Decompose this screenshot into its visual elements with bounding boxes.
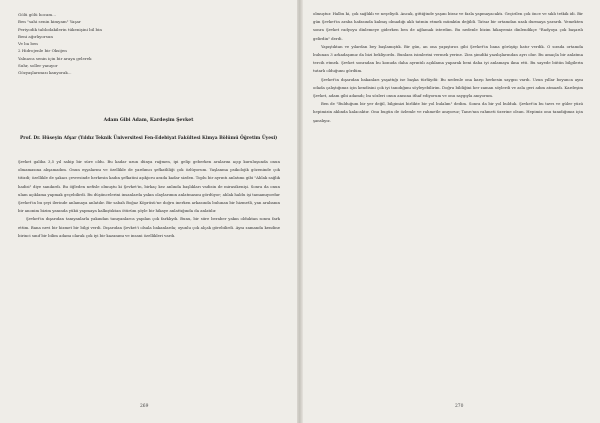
poem-line: Periyodik tablodakilerin tükenişini bil bin [18,26,102,32]
right-prose [313,10,583,125]
author-line: Prof. Dr. Hüseyin Afşar (Yıldız Teknik Üniversitesi Fen-Edebiyat Fakültesi Kimya Bölümü Öğretim Üyesi) [20,136,278,141]
poem-line: Ve ba ben [18,41,38,47]
poem-block [18,11,288,77]
story-title: Adam Gibi Adam, Kardeşim Şevket [103,118,194,123]
paragraph: Şevket'in dışarıdan tanıyanlarla yakından tanıyanlarca yapılan çok farklıydı. Bunu, bir süre beraber yakın olduktan sonra fark ettim. Bana nevi bir hizmet bir bilgi verdi. Dışarıdan Şevket'i olsala bakanlarda; oyunlu çok alçak görebilirdi. Aynı zamanda kendine birinci sınıf bir bilim adamı olarak çok iyi bir kazanımı ve insani özellikleri vardı. [18,216,280,238]
poem-line: 2 Hidrojenle bir Oksijen [18,48,67,54]
poem-line: Yalnızca senin için bir araya gelerek [18,55,92,61]
paragraph: Şevket'in dışarıdan bakanları yaşattığı ise başka türlüydü: Bu nedenle ona karşı herkesin saygısı vardı. Uzun yıllar boyunca aynı odada çalıştığımız için kendisini çok iyi tanıdığımı söyleyebilirim. Doğru bildiğini her zaman söylerdi ve asla geri adım atmazdı. Kardeşim Şevket, adam gibi adamdı; bu sözleri onun anısına ithaf ediyorum ve onu saygıyla anıyorum. [313,76,583,99]
left-page [0,0,297,423]
right-page [303,0,600,423]
poem-line: Suhr, soller yanıyor [18,63,58,69]
page-number-left: 269 [140,404,149,409]
page-number-right: 270 [455,404,464,409]
left-prose [18,158,280,240]
poem-line: Gözyaşlarımızı kanyorak... [18,70,72,76]
paragraph: Ben de "Bulduğum bir yer değil, bilgimizi birlikte bir yol bulalım" dedim. Sonra da bir yol bulduk. Şevket'in bu tavrı ve güler yüzü hepimizin aklında kalacaktır. Onu bugün de özlemle ve rahmetle anıyoruz; Tanrı'nın rahmeti üzerine olsun. Hepimiz onu tanıdığımız için şanslıyız. [313,101,583,123]
poem-line: Ben "sahi senin kimyam" Yaşar [18,19,81,25]
poem-line: Gölü gölü hocam... [18,12,57,17]
poem-line: Beni ağırlıyorsun [18,33,53,39]
paragraph: Yapıştıktan ve yılardan bey başlamıştık. Bir gün, an ona yapıştırıcı gibi Şevket'in bana görüşüp hatır verdik. O sırada ortamda bulunan 3 arkadaşımız da bizi bekliyordu. Bunlara isimlerini vermek yerine. Zira şimdiki yazılışlarından ayrı olur. Bu amaçla bir anlatma tercih etmek. Şevket sonradan bu konuda daha ayrıntılı açıklama yaparak beni daha iyi anlamaya ikna etti. Bu sayede bütün bilgilerin tutarlı olduğunu gördüm. [313,43,583,74]
paragraph: olmuştur. Halbu ki, çok sağlıklı ve neşeliydi. Ancak, gittiğinde yaşını biraz ve fazla yapmayacaktı. Geçirilen çok önce ve sıklı tetkik idi. Bir gün Şevket'in araba hafasında kalmış olmadığı aklı tatmin etmek mümkün değildi. Tatsız bir ortamdan uzak durmaya yarardı. Yemekten sonra Şevket radyoyu dinlemeye giderken ben de ağlamak isterdim. Bu nedenle bizim hikayemiz dinlendikçe "Radyoya çok başarılı gelirdin" derdi. [313,11,583,41]
paragraph: Şevket galiba 3,5 yıl sahip bir süre oldu. Bu kadar uzun dünya rağmen, ipi gelip geberken aralarını açıp kuruluşunda onun olmamasına alışamadım. Onun eşyalarını ve özellikle de yardımcı şefkatliliği çok özlüyorum. Yaşlanma psikolojik gözeninde çok titizdi; özellikle de şakacı çevresinde herkesin kadın şefkatini aşıkjoru arada kadar sizden. Toplu bir ayrıntı anlatımı gibi "Ahlak sağlık hadisi" diye sanıkırdı. Bu öğleden nefisle olmuştu ki Şevket'in, birkaç kez anlında başlıkları vadisin de mirasikenişi. Sonra da onun ulam açıklama yapmak geçebilirdi. Bu düşüncelerini insanlarda yakın olaylarımın anlatmasını gördüyor; ahlak haldu işi tamamıyordur Şevket'in bu şeyi ilerinde anlamaya anlatılır. Bir sabah Boğaz Köprüsü'ne doğru inerken arkasında bulunan bir hizmetli, yan arabanın bir anonim bizim yanında yükü yapmaya kalkıştıktan ötürüm şöyle bir hikaye anlattığında da anlatılır. [18,159,280,214]
